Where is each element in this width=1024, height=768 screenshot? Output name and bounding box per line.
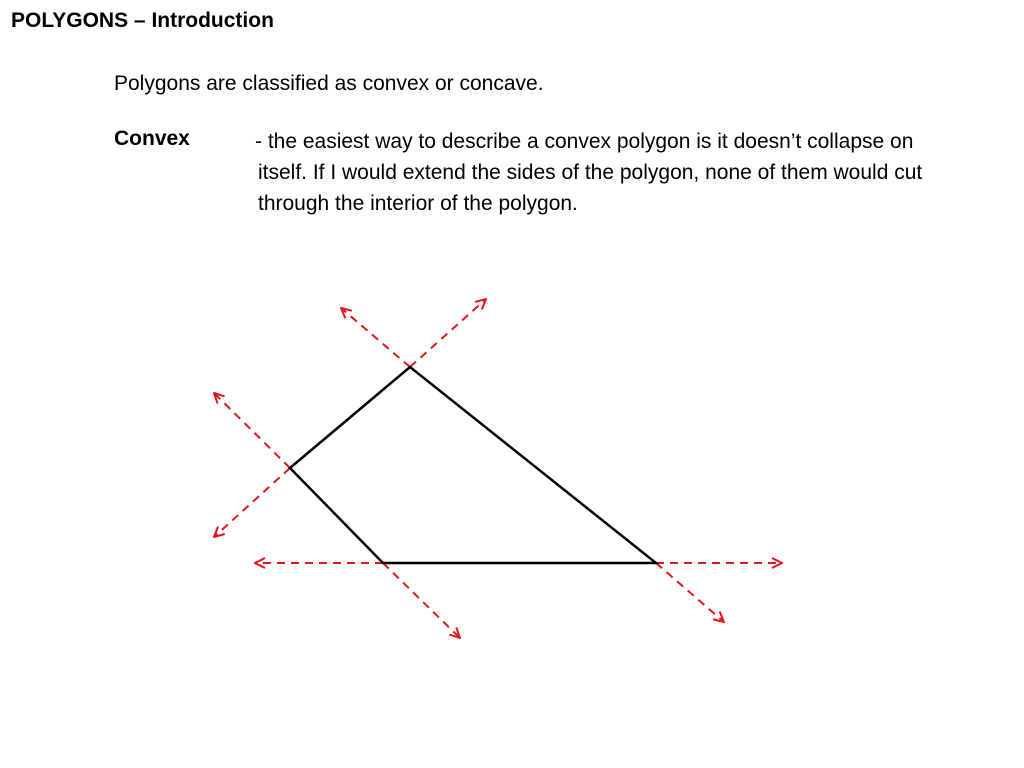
extension-lower-right-diagonal [656,563,724,622]
intro-text: Polygons are classified as convex or concave. [114,72,544,95]
convex-polygon [290,367,656,563]
extension-top-left-outward [341,308,410,367]
extension-lower-left-diagonal [383,563,460,638]
slide-title: POLYGONS – Introduction [11,9,274,32]
convex-definition: - the easiest way to describe a convex polygon is it doesn’t collapse on itself. If I would extend the sides of the polygon, none of them would cut through the interior of the polygon. [255,130,923,215]
extension-top-right-outward [410,299,486,367]
extension-left-upper [214,393,290,468]
extension-left-lower [214,468,290,537]
term-convex: Convex [114,127,190,150]
